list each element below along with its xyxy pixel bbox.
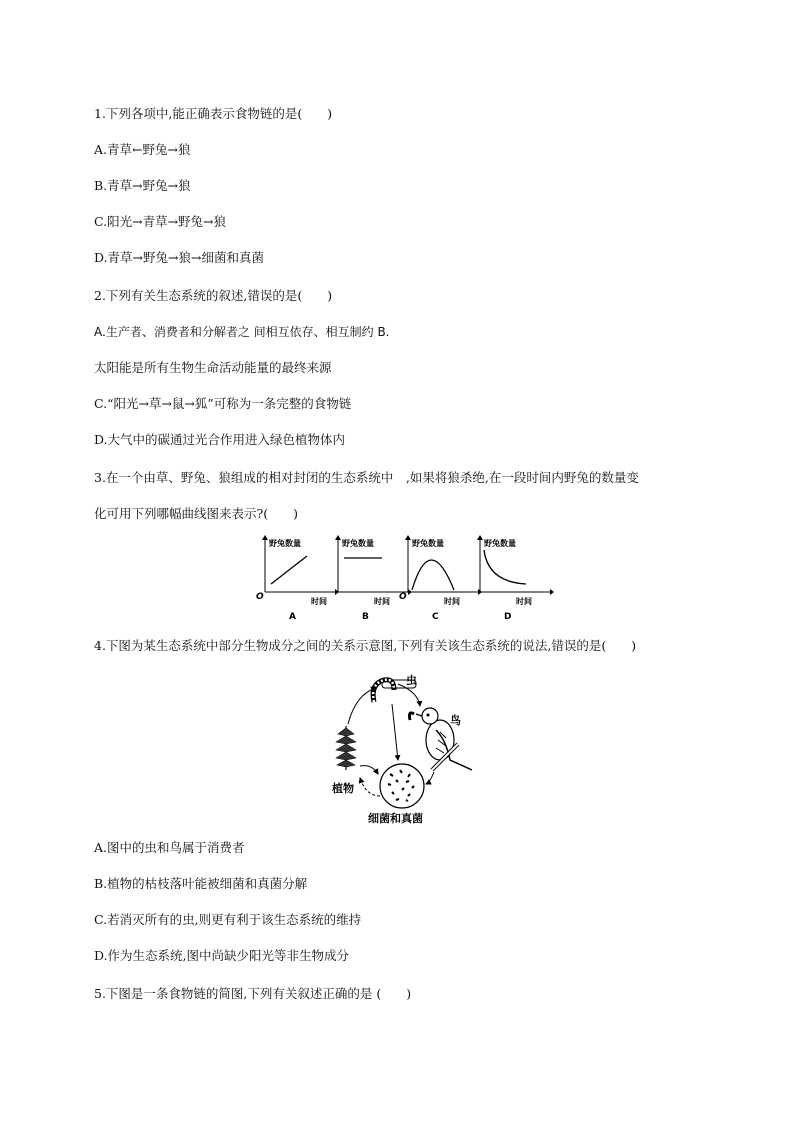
arrow-bird-to-decomposer [426,772,434,784]
graph-b-xlabel: 时间 [374,597,390,606]
arrow-plant-to-decomposer [360,766,378,774]
graph-a-ylabel: 野兔数量 [269,539,301,548]
graph-b-label: B [362,612,369,620]
question-2-option-d: D.大气中的碳通过光合作用进入绿色植物体内 [94,432,346,447]
insect-label: 虫 [406,674,417,687]
graph-c-origin: O [399,592,407,602]
graph-c-xlabel: 时间 [444,597,460,606]
question-2-option-c: C.“阳光→草→鼠→狐”可称为一条完整的食物链 [94,396,352,411]
question-4-stem: 4.下图为某生态系统中部分生物成分之间的关系示意图,下列有关该生态系统的说法,错误的是( ) [94,638,637,653]
graph-d-ylabel: 野兔数量 [484,539,516,548]
decomposer-label: 细菌和真菌 [368,812,423,825]
question-1-stem: 1.下列各项中,能正确表示食物链的是( ) [94,106,333,121]
graph-c-curve [412,560,454,590]
question-1-option-a: A.青草←野兔→狼 [94,142,191,157]
arrow-insect-to-decomposer [392,704,398,760]
question-1-option-b: B.青草→野兔→狼 [94,178,191,193]
plant-label: 植物 [332,782,354,795]
graph-a-xlabel: 时间 [311,597,327,606]
graph-a-curve [271,556,307,584]
question-4-option-c: C.若消灭所有的虫,则更有利于该生态系统的维持 [94,912,362,927]
graph-c-ylabel: 野兔数量 [412,539,444,548]
graph-d-label: D [504,612,512,620]
question-1-option-d: D.青草→野兔→狼→细菌和真菌 [94,250,264,265]
question-2-option-a: A.生产者、消费者和分解者之 间相互依存、相互制约 B. [94,325,390,339]
decomposer-illustration [380,764,424,808]
question-2-stem: 2.下列有关生态系统的叙述,错误的是( ) [94,288,333,303]
plant-illustration [336,726,356,770]
graph-c-label: C [432,612,439,620]
question-2-option-b: 太阳能是所有生物生命活动能量的最终来源 [94,360,332,375]
ecosystem-diagram [322,670,478,828]
graph-a [255,534,339,620]
graph-d [470,534,554,620]
question-4-option-b: B.植物的枯枝落叶能被细菌和真菌分解 [94,876,308,891]
question-4-option-a: A.图中的虫和鸟属于消费者 [94,840,245,855]
bird-label: 鸟 [450,714,461,727]
question-1-option-c: C.阳光→青草→野兔→狼 [94,214,227,229]
graph-d-xlabel: 时间 [516,597,532,606]
question-3-stem-line-2: 化可用下列哪幅曲线图来表示?( ) [94,506,298,521]
graph-a-label: A [289,612,296,620]
graph-b-ylabel: 野兔数量 [342,539,374,548]
arrow-decomposer-to-plant [360,778,380,796]
graph-d-curve [484,550,526,584]
bird-illustration [416,708,472,770]
question-4-option-d: D.作为生态系统,图中尚缺少阳光等非生物成分 [94,948,350,963]
graph-a-origin: O [256,592,264,602]
question-3-stem-line-1: 3.在一个由草、野兔、狼组成的相对封闭的生态系统中 ,如果将狼杀绝,在一段时间内野兔的数量变 [94,470,639,485]
worm-in-beak [410,713,415,720]
question-5-stem: 5.下图是一条食物链的简图,下列有关叙述正确的是 ( ) [94,986,412,1001]
